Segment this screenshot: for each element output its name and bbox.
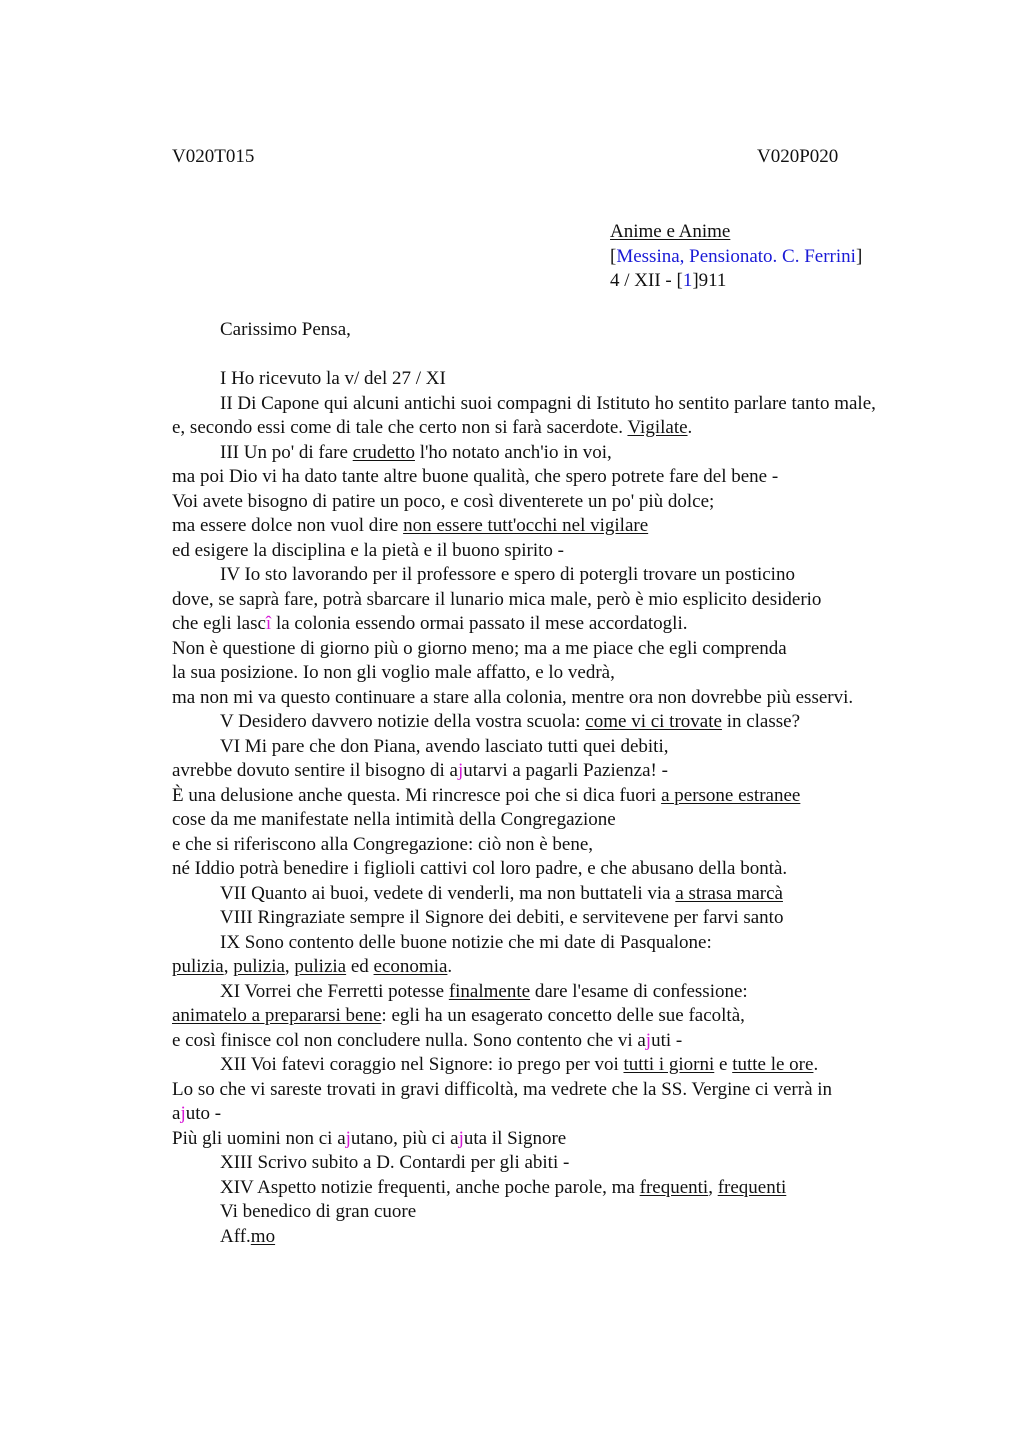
text-line: XIII Scrivo subito a D. Contardi per gli abiti -	[220, 1152, 570, 1173]
heading-title	[610, 220, 862, 245]
letter-heading-block	[610, 220, 862, 294]
text-line: VIII Ringraziate sempre il Signore dei debiti, e servitevene per farvi santo	[220, 907, 784, 928]
text-line: dove, se saprà fare, potrà sbarcare il lunario mica male, però è mio esplicito desiderio	[172, 588, 822, 610]
text-line: IV Io sto lavorando per il professore e spero di potergli trovare un posticino	[220, 564, 795, 585]
closing-line: Vi benedico di gran cuore	[220, 1201, 417, 1222]
text-line: né Iddio potrà benedire i figlioli cattivi col loro padre, e che abusano della bontà.	[172, 858, 788, 879]
text-line: e così finisce col non concludere nulla. Sono contento che vi ajuti -	[172, 1029, 683, 1051]
text-line: Più gli uomini non ci ajutano, più ci ajuta il Signore	[172, 1127, 567, 1149]
date-part: ]911	[692, 270, 727, 291]
text-line: ajuto -	[172, 1103, 222, 1124]
text-line: È una delusione anche questa. Mi rincresce poi che si dica fuori a persone estranee	[172, 784, 801, 806]
document-code-left: V020T015	[172, 146, 255, 167]
text-line: Lo so che vi sareste trovati in gravi difficoltà, ma vedrete che la SS. Vergine ci verrà in	[172, 1078, 833, 1100]
text-line: ed esigere la disciplina e la pietà e il buono spirito -	[172, 539, 565, 561]
text-line: III Un po' di fare crudetto l'ho notato anch'io in voi,	[220, 441, 612, 463]
text-line: e, secondo essi come di tale che certo non si farà sacerdote. Vigilate.	[172, 417, 693, 438]
signature-line: Aff.mo	[220, 1225, 276, 1247]
text-line: avrebbe dovuto sentire il bisogno di ajutarvi a pagarli Pazienza! -	[172, 760, 668, 781]
document-code-right: V020P020	[757, 146, 839, 167]
text-line: II Di Capone qui alcuni antichi suoi compagni di Istituto ho sentito parlare tanto male,	[220, 392, 876, 414]
letter-body	[172, 318, 902, 1249]
text-line: ma poi Dio vi ha dato tante altre buone qualità, che spero potrete fare del bene -	[172, 466, 779, 487]
text-line: ma non mi va questo continuare a stare alla colonia, mentre ora non dovrebbe più esservi.	[172, 686, 854, 708]
text-line: XII Voi fatevi coraggio nel Signore: io prego per voi tutti i giorni e tutte le ore.	[220, 1054, 819, 1075]
date-part: 4 / XII - [	[610, 270, 683, 291]
text-line: animatelo a prepararsi bene: egli ha un esagerato concetto delle sue facoltà,	[172, 1005, 745, 1026]
text-line: la sua posizione. Io non gli voglio male affatto, e lo vedrà,	[172, 662, 615, 683]
text-line: IX Sono contento delle buone notizie che mi date di Pasqualone:	[220, 931, 712, 953]
bracket-open: [	[610, 245, 617, 267]
date-editorial-digit: 1	[682, 270, 693, 291]
text-line: Non è questione di giorno più o giorno meno; ma a me piace che egli comprenda	[172, 637, 787, 659]
text-line: cose da me manifestate nella intimità della Congregazione	[172, 809, 616, 830]
bracket-close: ]	[855, 245, 863, 267]
text-line: ma essere dolce non vuol dire non essere tutt'occhi nel vigilare	[172, 515, 649, 536]
text-line: VI Mi pare che don Piana, avendo lasciato tutti quei debiti,	[220, 735, 669, 757]
heading-title-text: Anime e Anime	[610, 221, 731, 242]
text-line: e che si riferiscono alla Congregazione: ciò non è bene,	[172, 833, 593, 855]
text-line: XIV Aspetto notizie frequenti, anche poche parole, ma frequenti, frequenti	[220, 1176, 787, 1198]
heading-date	[610, 269, 862, 294]
text-line: che egli lascî la colonia essendo ormai passato il mese accordatogli.	[172, 613, 688, 634]
heading-place	[610, 245, 862, 270]
place-text: Messina, Pensionato. C. Ferrini	[616, 245, 856, 267]
text-line: I Ho ricevuto la v/ del 27 / XI	[220, 368, 446, 389]
spacer	[172, 343, 902, 368]
text-line: V Desidero davvero notizie della vostra scuola: come vi ci trovate in classe?	[220, 711, 801, 732]
text-line: pulizia, pulizia, pulizia ed economia.	[172, 956, 453, 977]
text-line: VII Quanto ai buoi, vedete di venderli, ma non buttateli via a strasa marcà	[220, 882, 783, 904]
text-line: XI Vorrei che Ferretti potesse finalmente dare l'esame di confessione:	[220, 980, 748, 1002]
text-line: Voi avete bisogno di patire un poco, e così diventerete un po' più dolce;	[172, 490, 715, 512]
salutation: Carissimo Pensa,	[220, 319, 351, 340]
